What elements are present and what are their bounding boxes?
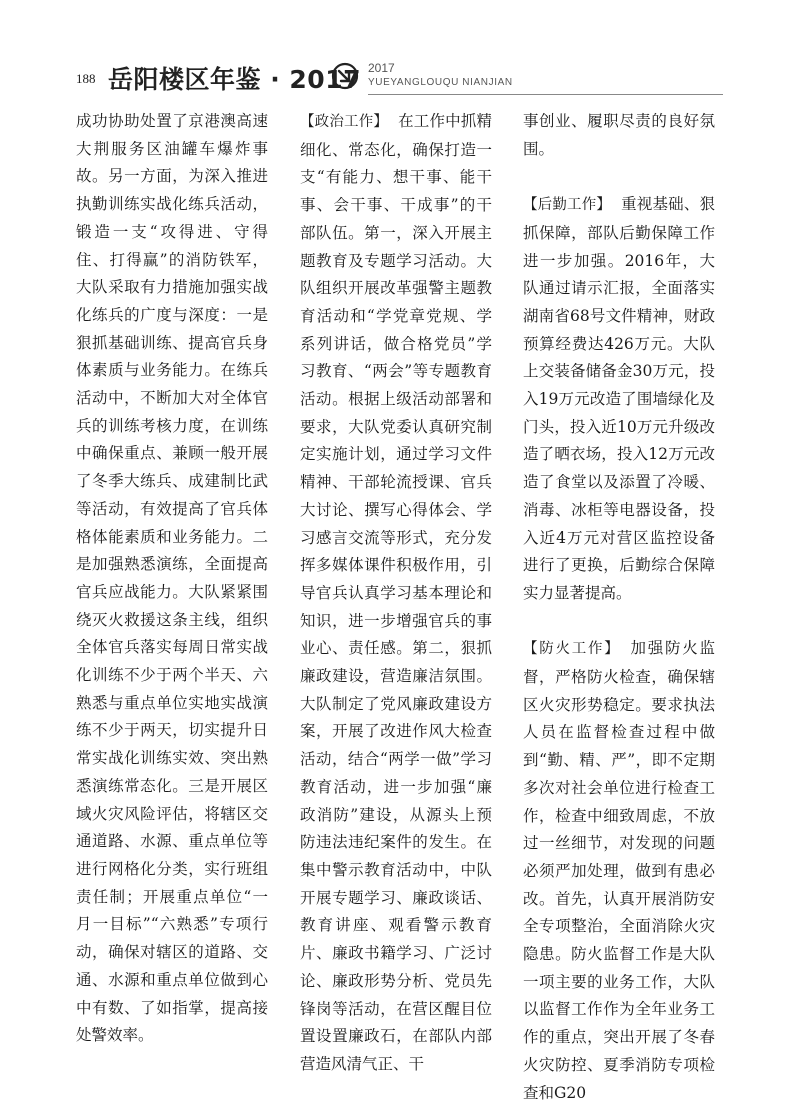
paragraph-fire-prevention [523,635,715,1107]
section-body: 重视基础、狠抓保障，部队后勤保障工作进一步加强。2016年，大队通过请示汇报，全面落实湖南省68号文件精神，财政预算经费达426万元。大队上交装备储备金30万元，投入19万元改造了围墙绿化及门头，投入近10万元升级改造了晒衣场，投入12万元改造了食堂以及添置了冷暖、消毒、冰柜等电器设备，投入近4万元对营区监控设备进行了更换，后勤综合保障实力显著提高。 [523,195,715,602]
paragraph-political-work [300,108,492,1079]
paragraph: 事创业、履职尽责的良好氛围。 [523,112,715,158]
page-header [0,0,793,100]
section-body: 在工作中抓精细化、常态化，确保打造一支“有能力、想干事、能干事、会干事、干成事”的干部队伍。第一，深入开展主题教育及专题学习活动。大队组织开展改革强警主题教育活动和“学党章党规、学系列讲话，做合格党员”学习教育、“两会”等专题教育活动。根据上级活动部署和要求，大队党委认真研究制定实施计划，通过学习文件精神、干部轮流授课、官兵大讨论、撰写心得体会、学习感言交流等形式，充分发挥多媒体课件积极作用，引导官兵认真学习基本理论和知识，进一步增强官兵的事业心、责任感。第二，狠抓廉政建设，营造廉洁氛围。大队制定了党风廉政建设方案，开展了改进作风大检查活动，结合“两学一做”学习教育活动，进一步加强“廉政消防”建设，从源头上预防违法违纪案件的发生。在集中警示教育活动中，中队开展专题学习、廉政谈话、教育讲座、观看警示教育片、廉政书籍学习、广泛讨论、廉政形势分析、党员先锋岗等活动，在营区醒目位置设置廉政石，在部队内部营造风清气正、干 [300,112,492,1073]
book-title: 岳阳楼区年鉴 · 2017 [108,65,361,94]
page-number: 188 [76,71,96,86]
paragraph: 成功协助处置了京港澳高速大荆服务区油罐车爆炸事故。另一方面，为深入推进执勤训练实战化练兵活动，锻造一支“攻得进、守得住、打得赢”的消防铁军，大队采取有力措施加强实战化练兵的广度与深度：一是狠抓基础训练、提高官兵身体素质与业务能力。在练兵活动中，不断加大对全体官兵的训练考核力度，在训练中确保重点、兼顾一般开展了冬季大练兵、成建制比武等活动，有效提高了官兵体格体能素质和业务能力。二是加强熟悉演练，全面提高官兵应战能力。大队紧紧围绕灭火救援这条主线，组织全体官兵落实每周日常实战化训练不少于两个半天、六熟悉与重点单位实地实战演练不少于两天，切实提升日常实战化训练实效、突出熟悉演练常态化。三是开展区域火灾风险评估，将辖区交通道路、水源、重点单位等进行网格化分类，实行班组责任制；开展重点单位“一月一目标”“六熟悉”专项行动，确保对辖区的道路、交通、水源和重点单位做到心中有数、了如指掌，提高接处警效率。 [76,112,268,1045]
section-heading-fire-prevention: 【防火工作】 [523,641,621,658]
circle-down-arrow-icon [331,62,359,90]
header-year: 2017 [368,61,395,75]
paragraph-logistics [523,191,715,608]
text-column-2 [300,108,492,1079]
header-rule [368,94,723,95]
text-column-3 [523,108,715,1107]
section-heading-political-work: 【政治工作】 [300,114,389,130]
header-pinyin: YUEYANGLOUQU NIANJIAN [368,77,513,88]
text-column-1 [76,108,268,1050]
section-heading-logistics: 【后勤工作】 [523,197,612,214]
section-body: 加强防火监督，严格防火检查，确保辖区火灾形势稳定。要求执法人员在监督检查过程中做到“勤、精、严”，即不定期多次对社会单位进行检查工作，检查中细致周虑，不放过一丝细节，对发现的问题必须严加处理，做到有患必改。首先，认真开展消防安全专项整治，全面消除火灾隐患。防火监督工作是大队一项主要的业务工作，大队以监督工作作为全年业务工作的重点，突出开展了冬春火灾防控、夏季消防专项检查和G20 [523,639,715,1102]
